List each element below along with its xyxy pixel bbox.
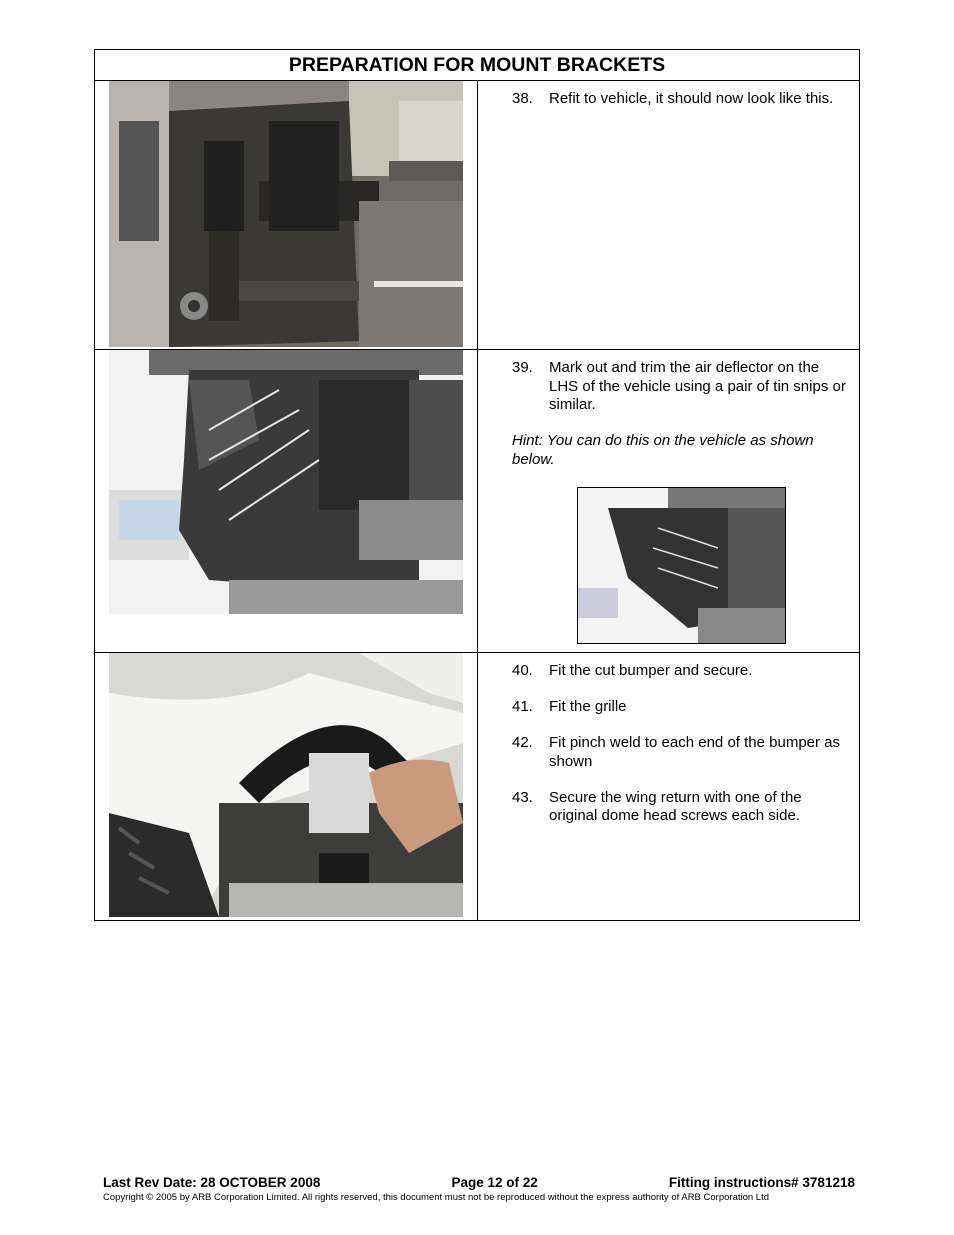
step-row-38 [95,81,859,350]
step-39 [512,359,851,415]
step-number: 43. [512,788,533,806]
page-footer [103,1175,855,1203]
step-41 [512,698,851,717]
step-38 [512,90,851,109]
footer-main-line [103,1175,855,1190]
step-text-cell [478,350,859,652]
air-deflector-on-vehicle-photo [577,487,786,644]
copyright-notice: Copyright © 2005 by ARB Corporation Limited. All rights reserved, this document must not be reproduced without the express authority of ARB Corporation Ltd [103,1192,770,1203]
step-row-40-43 [95,653,859,920]
air-deflector-marked-photo [109,350,463,614]
rev-date: Last Rev Date: 28 OCTOBER 2008 [103,1175,321,1190]
step-text-cell [478,81,859,349]
fitting-instructions-number: Fitting instructions# 3781218 [668,1175,855,1190]
step-number: 41. [512,698,533,715]
page-number: Page 12 of 22 [451,1175,538,1190]
bumper-pinch-weld-photo [109,653,463,917]
step-number: 42. [512,734,533,751]
section-title: PREPARATION FOR MOUNT BRACKETS [95,50,859,81]
step-43 [512,789,851,826]
instructions-table [94,49,860,921]
photo-cell [95,653,478,920]
step-description: Refit to vehicle, it should now look like this. [549,90,834,107]
step-text-cell [478,653,859,920]
step-42 [512,734,851,771]
step-description: Fit the cut bumper and secure. [549,662,753,679]
step-row-39 [95,350,859,653]
photo-cell [95,81,478,349]
hint-text: Hint: You can do this on the vehicle as shown below. [512,432,814,468]
step-number: 38. [512,90,533,107]
step-number: 40. [512,662,533,679]
photo-cell [95,350,478,652]
step-number: 39. [512,359,533,376]
step-40 [512,662,851,681]
step-description: Mark out and trim the air deflector on the LHS of the vehicle using a pair of tin snips or similar. [549,359,846,413]
step-description: Fit the grille [549,698,627,715]
step-description: Secure the wing return with one of the original dome head screws each side. [549,788,802,824]
step-description: Fit pinch weld to each end of the bumper as shown [549,734,841,770]
mount-bracket-fitted-photo [109,81,463,347]
